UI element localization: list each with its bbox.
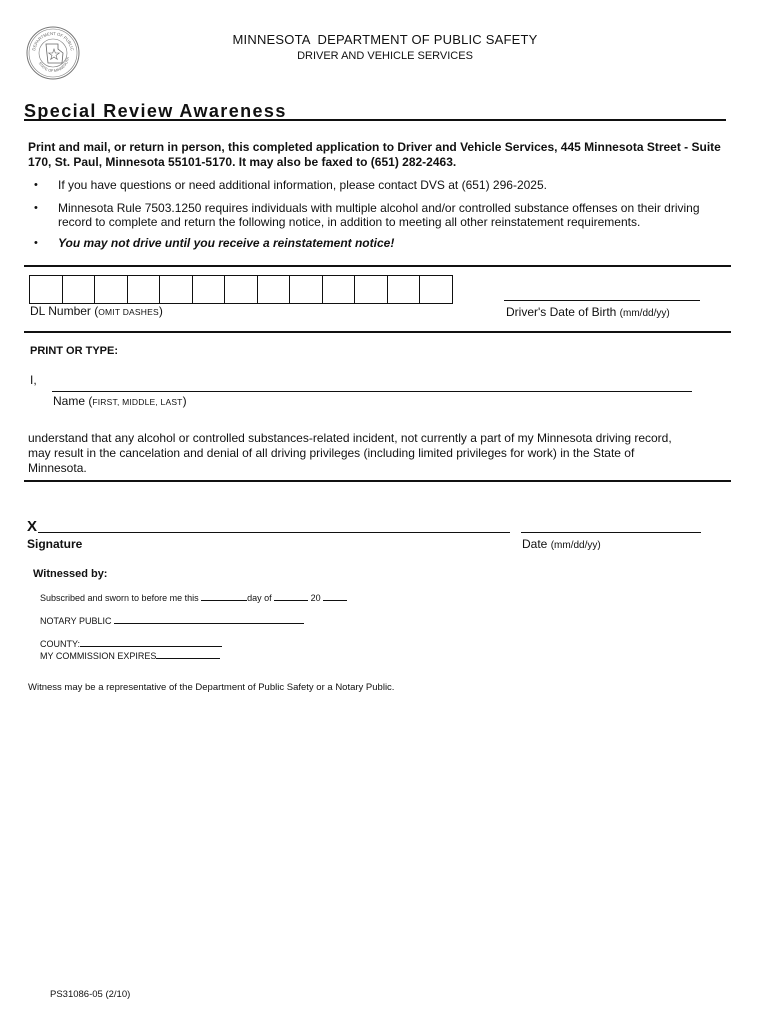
- sworn-day-input[interactable]: [201, 600, 247, 601]
- signature-input[interactable]: [38, 532, 510, 533]
- commission-line: MY COMMISSION EXPIRES: [40, 651, 220, 661]
- print-or-type-label: PRINT OR TYPE:: [30, 345, 119, 357]
- bullet-mark: •: [34, 202, 38, 214]
- notary-public-input[interactable]: [114, 623, 304, 624]
- sworn-month-input[interactable]: [274, 600, 308, 601]
- signature-x-mark: X: [27, 518, 38, 535]
- witness-footnote: Witness may be a representative of the Department of Public Safety or a Notary Public.: [28, 682, 395, 693]
- witnessed-by-label: Witnessed by:: [33, 568, 108, 580]
- intro-instructions: Print and mail, or return in person, this completed application to Driver and Vehicle Services, 445 Minnesota Street - Suite 170, St. Paul, Minnesota 55101-5170. It may also be faxed to (651) 282-2463.: [28, 140, 721, 169]
- dl-digit-box[interactable]: [62, 275, 96, 304]
- division-name: DRIVER AND VEHICLE SERVICES: [297, 50, 473, 62]
- dl-digit-box[interactable]: [257, 275, 291, 304]
- dl-digit-box[interactable]: [94, 275, 128, 304]
- form-number: PS31086-05 (2/10): [50, 989, 131, 1000]
- bullet-text: If you have questions or need additional information, please contact DVS at (651) 296-2025.: [58, 178, 547, 192]
- notary-public-line: NOTARY PUBLIC: [40, 616, 304, 626]
- dl-digit-box[interactable]: [322, 275, 356, 304]
- title-divider: [24, 119, 726, 121]
- dl-number-boxes[interactable]: [30, 275, 453, 304]
- date-label: Date (mm/dd/yy): [522, 537, 601, 551]
- dl-digit-box[interactable]: [354, 275, 388, 304]
- section-divider: [24, 480, 731, 482]
- dl-digit-box[interactable]: [289, 275, 323, 304]
- dl-digit-box[interactable]: [29, 275, 63, 304]
- section-divider: [24, 331, 731, 333]
- dl-number-label: DL Number (OMIT DASHES): [30, 304, 163, 318]
- name-prefix: I,: [30, 373, 37, 387]
- acknowledgement-statement: understand that any alcohol or controlled substances-related incident, not currently a part of my Minnesota driving record, may result in the cancelation and denial of all driving privileges (including limited privileges for work) in the State of Minnesota.: [28, 431, 672, 475]
- department-name: MINNESOTA DEPARTMENT OF PUBLIC SAFETY: [232, 32, 538, 47]
- dl-digit-box[interactable]: [387, 275, 421, 304]
- dl-digit-box[interactable]: [192, 275, 226, 304]
- dob-input[interactable]: [504, 300, 700, 301]
- section-divider: [24, 265, 731, 267]
- date-input[interactable]: [521, 532, 701, 533]
- form-title: Special Review Awareness: [24, 101, 287, 121]
- svg-text:DEPARTMENT OF PUBLIC SAFETY: DEPARTMENT OF PUBLIC: [31, 30, 75, 52]
- sworn-line: Subscribed and sworn to before me this day of 20: [40, 593, 347, 603]
- commission-input[interactable]: [156, 658, 220, 659]
- svg-text:STATE OF MINNESOTA: STATE OF MINNESOTA: [37, 56, 70, 74]
- county-input[interactable]: [80, 646, 222, 647]
- bullet-text: You may not drive until you receive a reinstatement notice!: [58, 236, 395, 250]
- dl-digit-box[interactable]: [127, 275, 161, 304]
- dob-label: Driver's Date of Birth (mm/dd/yy): [506, 305, 670, 319]
- name-input[interactable]: [52, 391, 692, 392]
- bullet-text: Minnesota Rule 7503.1250 requires individuals with multiple alcohol and/or controlled substance offenses on their driving record to complete and return the following notice, in addition to meeting all other reinstatement requirements.: [58, 201, 700, 229]
- dl-digit-box[interactable]: [224, 275, 258, 304]
- sworn-year-input[interactable]: [323, 600, 347, 601]
- bullet-mark: •: [34, 179, 38, 191]
- bullet-mark: •: [34, 237, 38, 249]
- county-line: COUNTY:: [40, 639, 222, 649]
- dl-digit-box[interactable]: [159, 275, 193, 304]
- dl-digit-box[interactable]: [419, 275, 453, 304]
- signature-label: Signature: [27, 537, 83, 551]
- name-label: Name (FIRST, MIDDLE, LAST): [53, 394, 187, 408]
